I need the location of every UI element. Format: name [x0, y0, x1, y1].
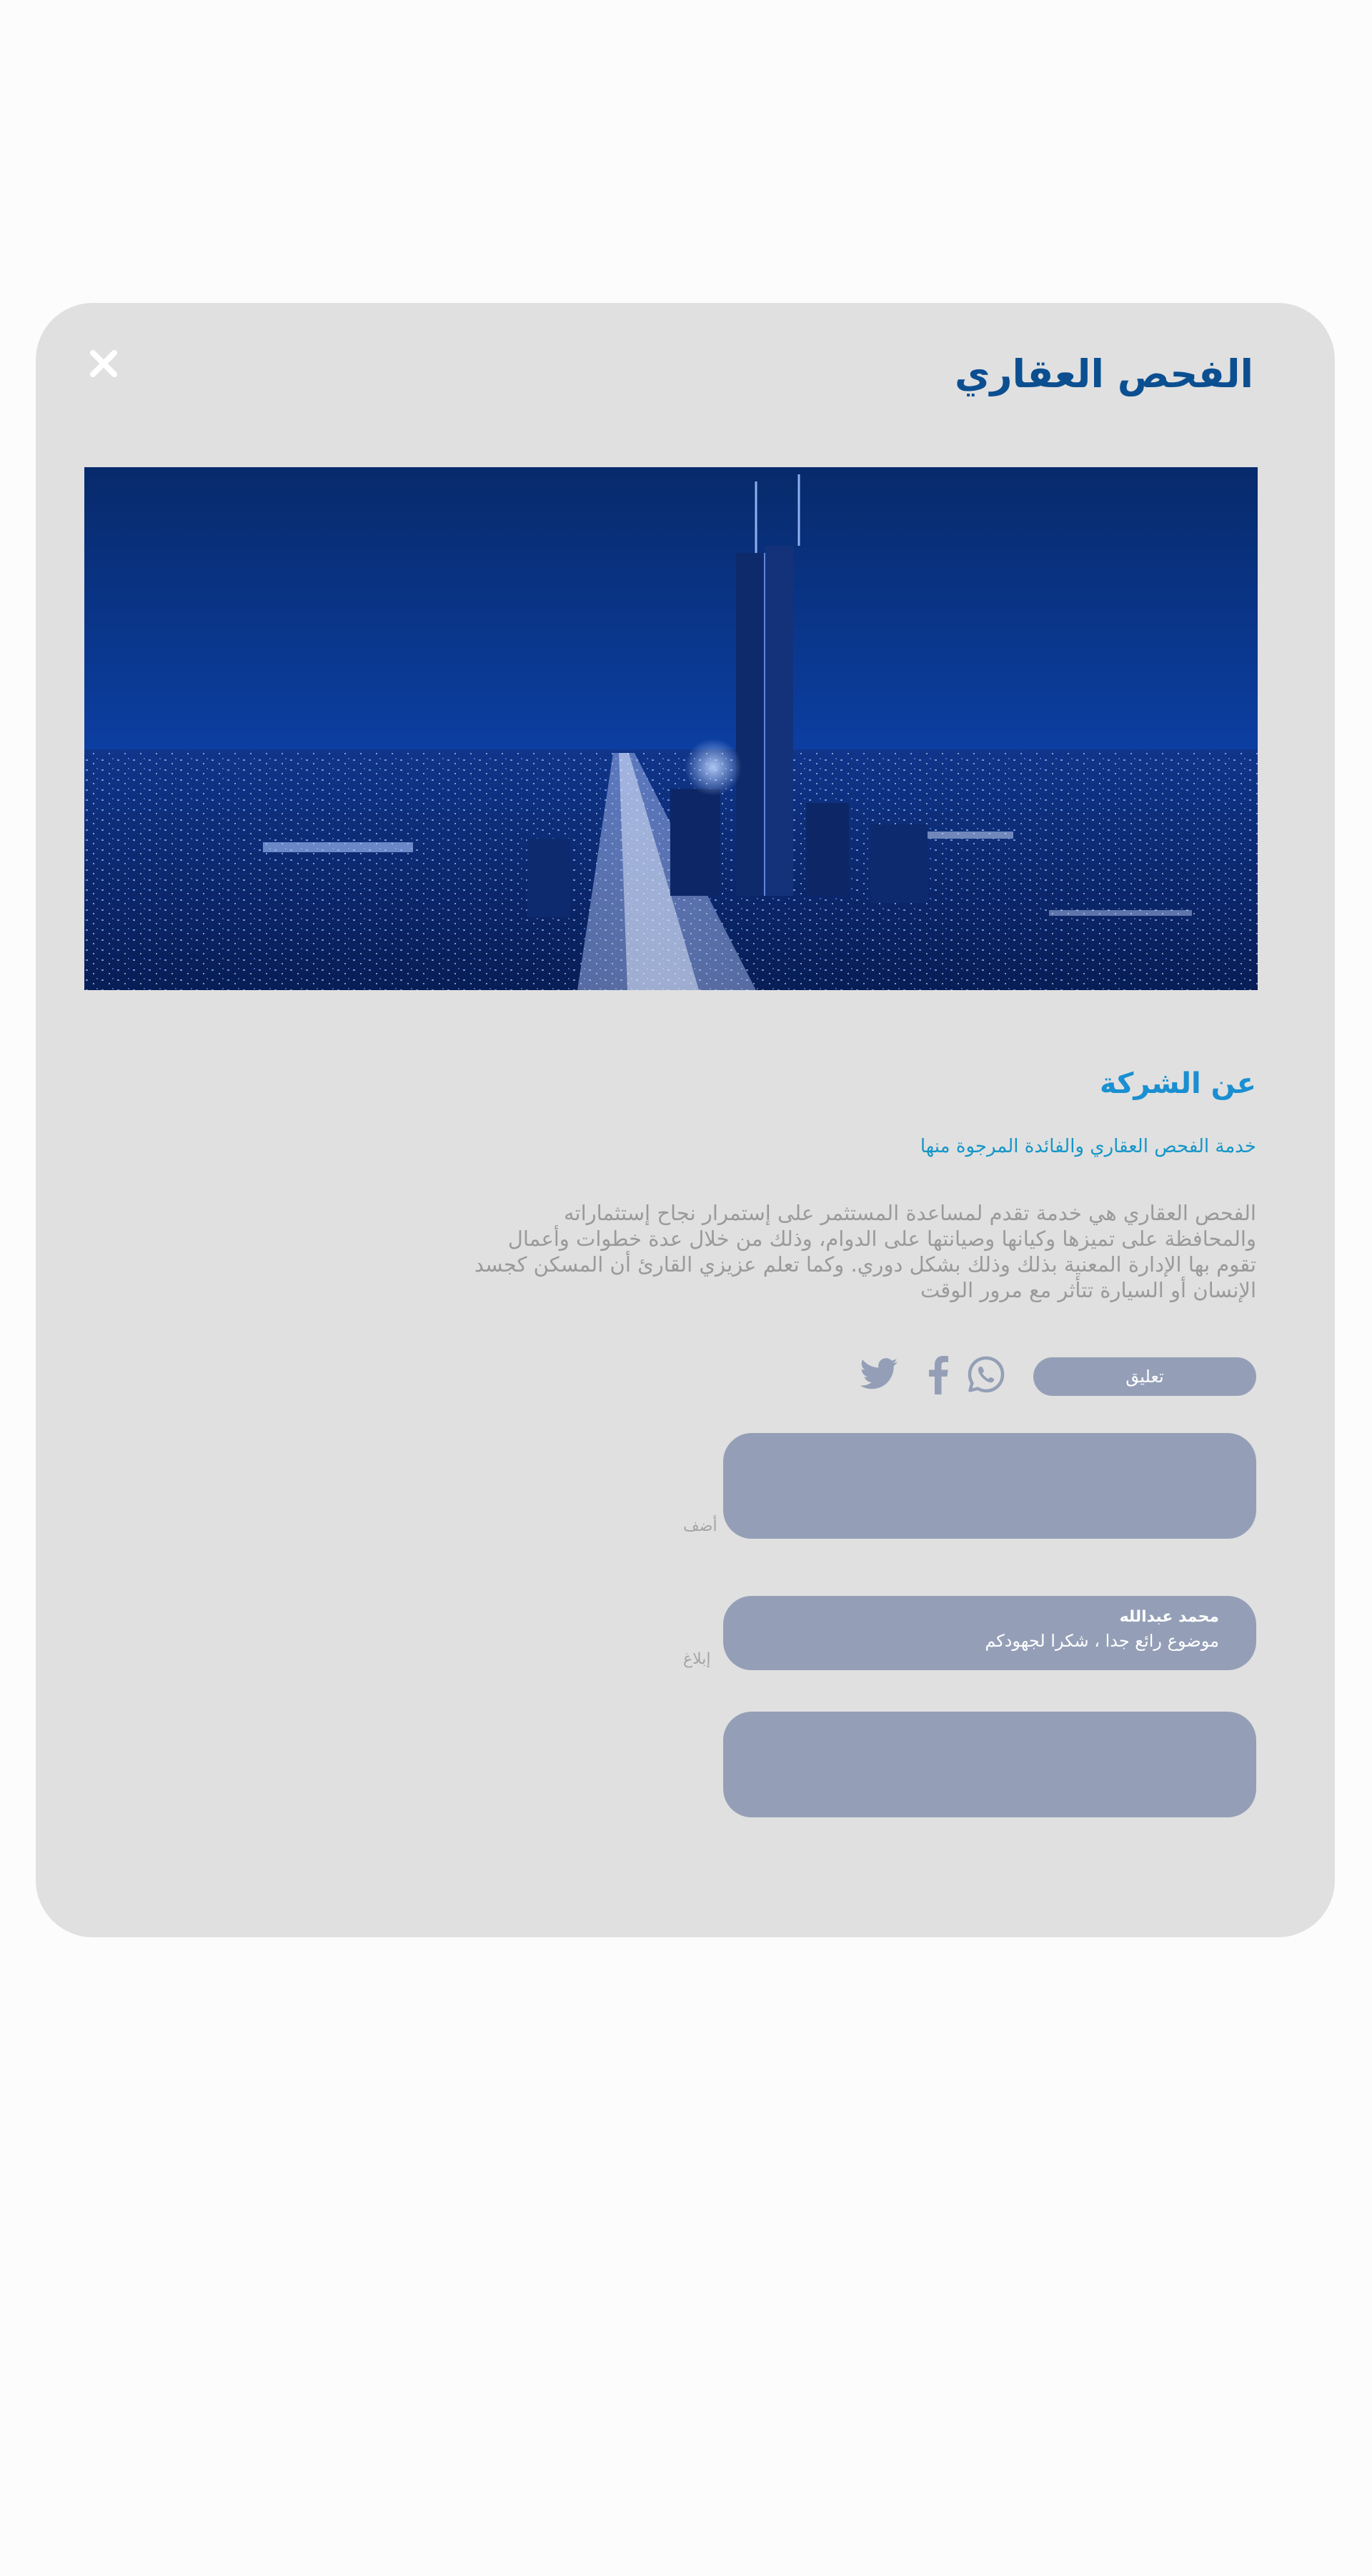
twitter-share-button[interactable] — [858, 1353, 900, 1396]
close-icon — [86, 346, 121, 381]
comment-button[interactable]: تعليق — [1033, 1357, 1256, 1396]
facebook-share-button[interactable] — [917, 1353, 960, 1396]
section-subtitle: خدمة الفحص العقاري والفائدة المرجوة منها — [920, 1136, 1256, 1157]
comment-author: محمد عبدالله — [1119, 1608, 1219, 1626]
section-heading: عن الشركة — [1099, 1067, 1256, 1100]
comment-text: موضوع رائع جدا ، شكرا لجهودكم — [985, 1631, 1219, 1651]
hero-image — [84, 467, 1258, 990]
modal — [36, 303, 1335, 1937]
facebook-icon — [928, 1354, 949, 1394]
twitter-icon — [860, 1358, 898, 1391]
modal-title: الفحص العقاري — [954, 351, 1253, 396]
close-button[interactable] — [86, 346, 121, 381]
description-text: الفحص العقاري هي خدمة تقدم لمساعدة المستثمر على إستمرار نجاح إستثماراته والمحافظة على تميزها وكيانها وصيانتها على الدوام، وذلك من خلال عدة خطوات وأعمال تقوم بها الإدارة المعنية بذلك وذلك بشكل دوري. وكما تعلم عزيزي القارئ أن المسكن كجسد الإنسان أو السيارة تتأثر مع مرور الوقت — [474, 1201, 1256, 1302]
comment-card — [723, 1596, 1256, 1670]
add-comment-link[interactable]: أضف — [683, 1517, 717, 1535]
whatsapp-share-button[interactable] — [965, 1353, 1008, 1396]
whatsapp-icon — [966, 1354, 1006, 1394]
report-comment-link[interactable]: إبلاغ — [683, 1650, 711, 1668]
comment-input[interactable] — [723, 1433, 1256, 1539]
comment-card-empty — [723, 1712, 1256, 1817]
